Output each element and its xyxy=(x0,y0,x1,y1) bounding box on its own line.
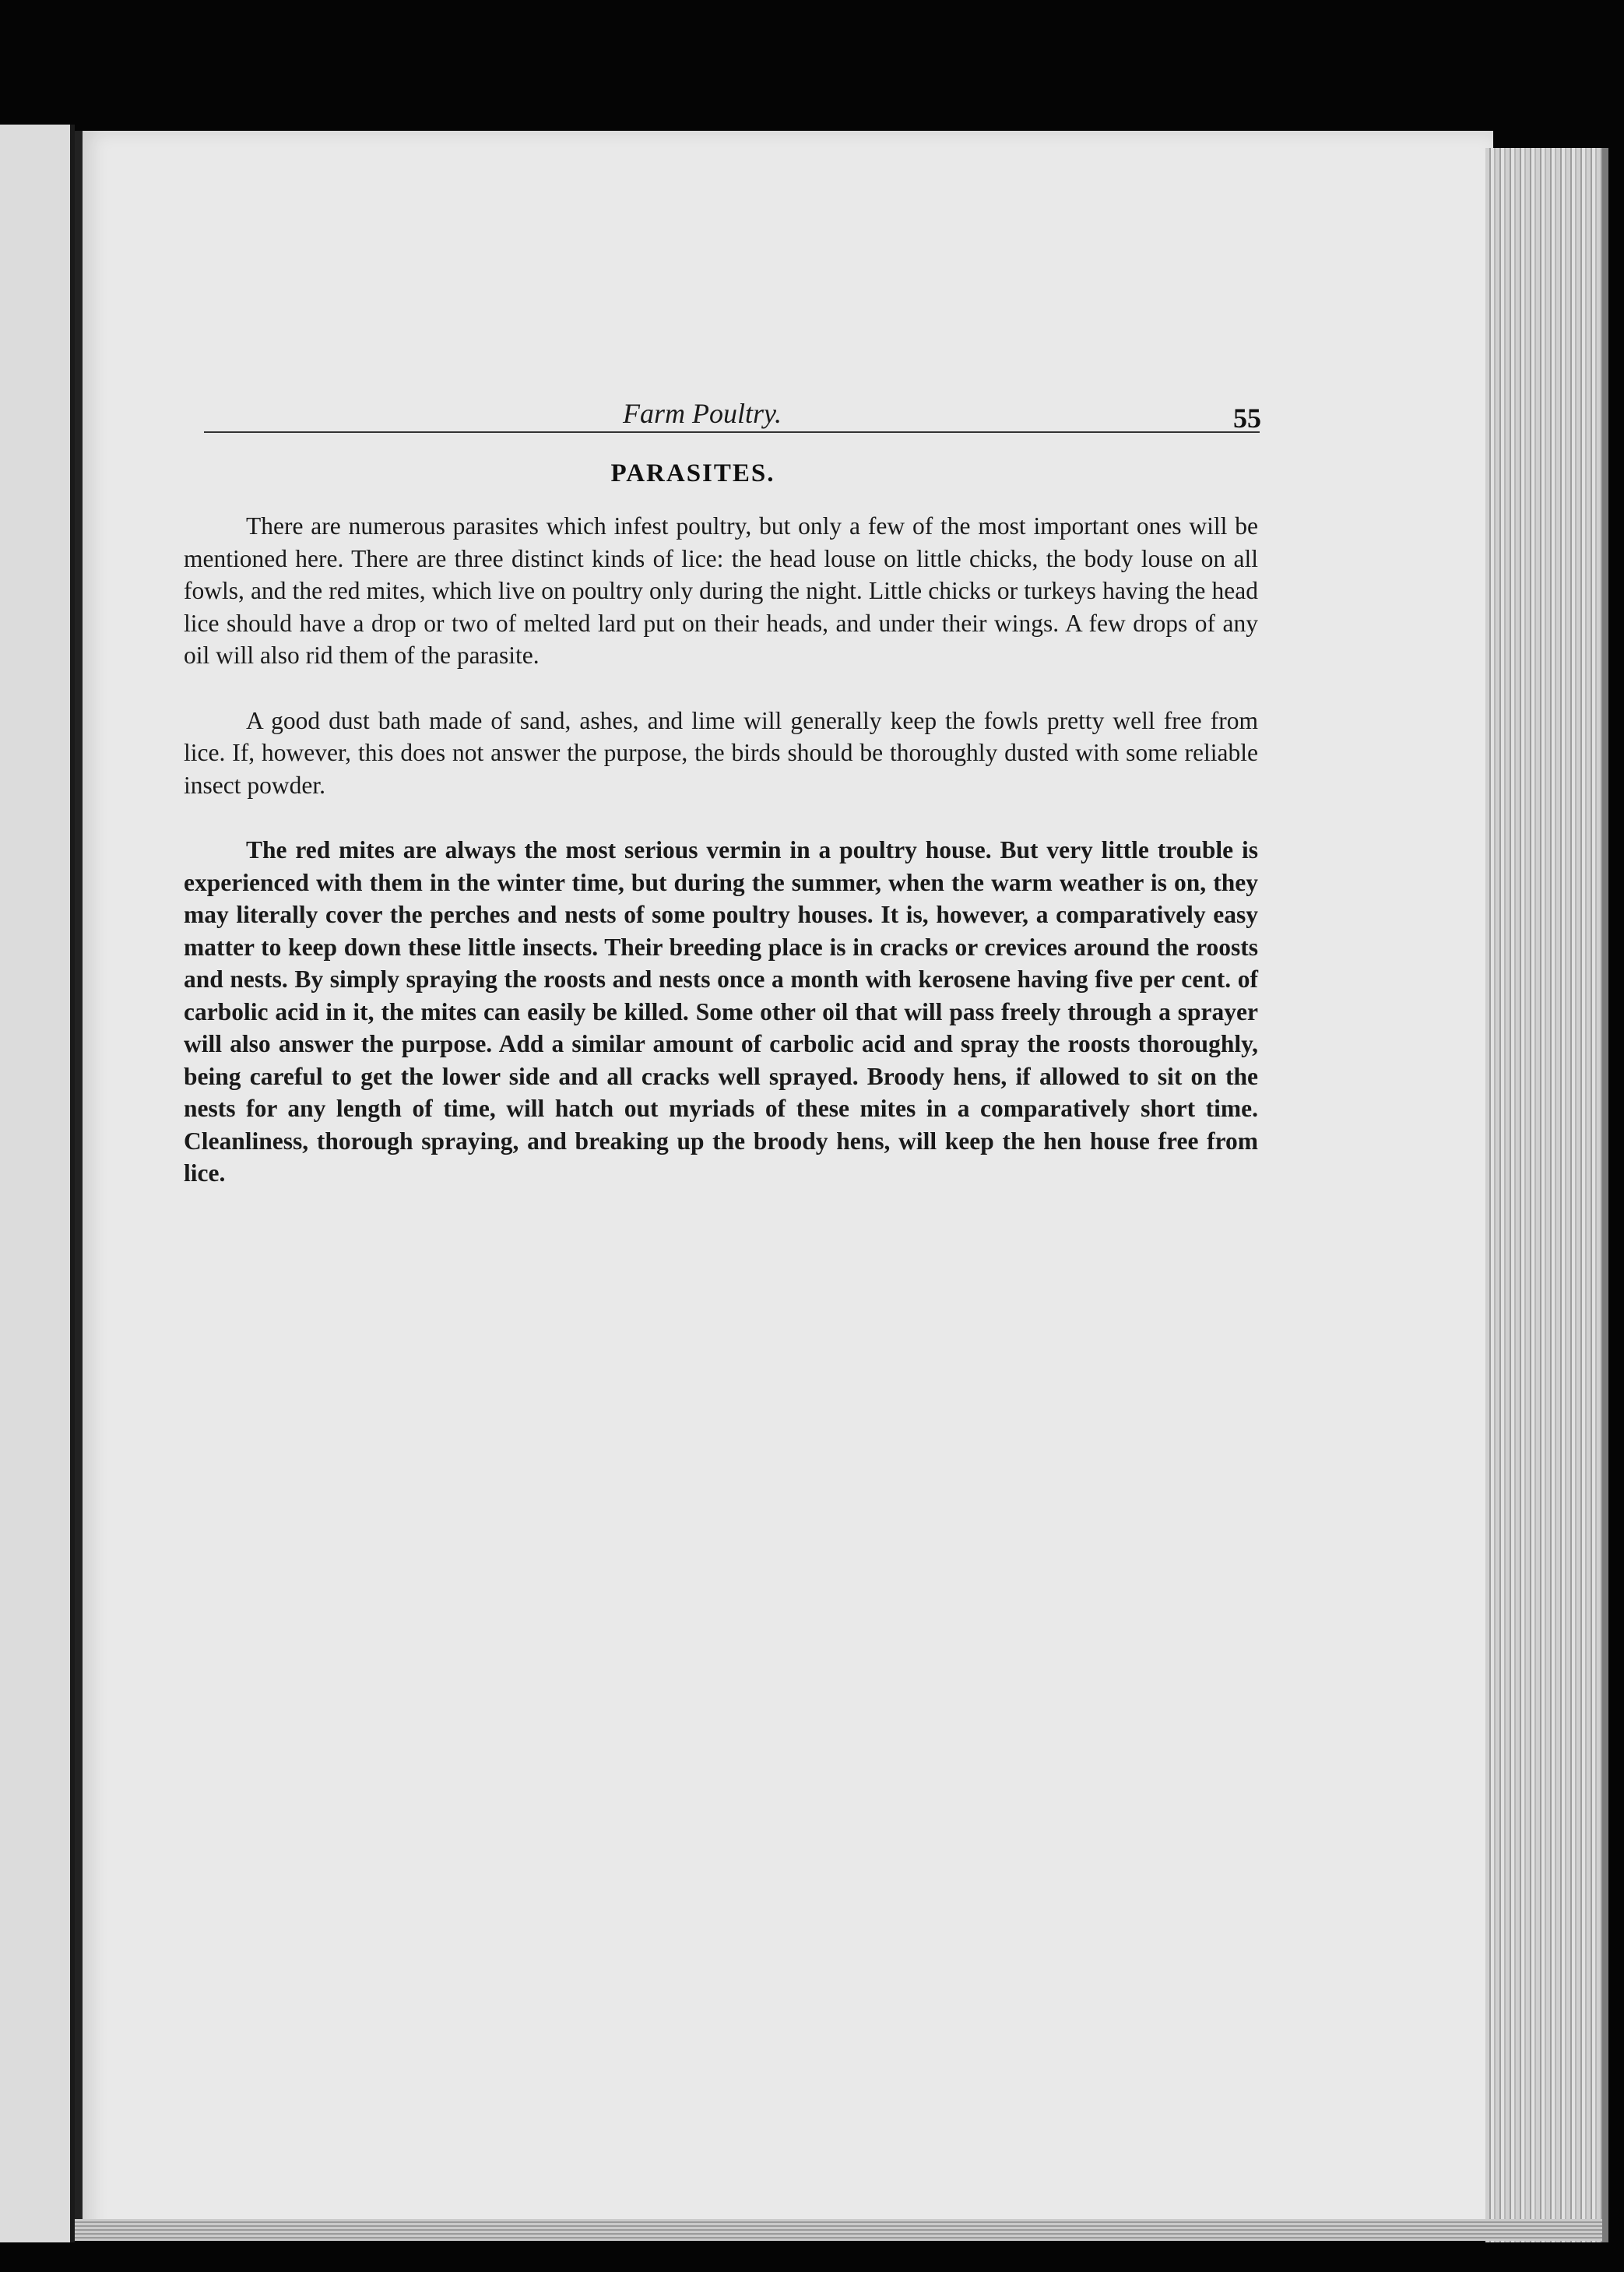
section-heading: PARASITES. xyxy=(610,459,775,487)
page-number: 55 xyxy=(1233,403,1261,434)
page-stack-bottom xyxy=(75,2219,1602,2241)
running-head-title: Farm Poultry. xyxy=(623,398,782,429)
paragraph: The red mites are always the most serious vermin in a poultry house. But very little trouble is experienced with them in the winter time, but during the summer, when the warm weather is on, they may literally cover the perches and nests of some poultry houses. It is, however, a comparatively easy matter to keep down these little insects. Their breeding place is in cracks or crevices around the roosts and nests. By simply spraying the roosts and nests once a month with kerosene having five per cent. of carbolic acid in it, the mites can easily be killed. Some other oil that will pass freely through a sprayer will also answer the purpose. Add a similar amount of carbolic acid and spray the roosts thoroughly, being careful to get the lower side and all cracks well sprayed. Broody hens, if allowed to sit on the nests for any length of time, will hatch out myriads of these mites in a comparatively short time. Cleanliness, thorough spraying, and breaking up the broody hens, will keep the hen house free from lice. xyxy=(184,836,1258,1187)
paragraph: There are numerous parasites which infest poultry, but only a few of the most important ones will be mentioned here. There are three distinct kinds of lice: the head louse on little chicks, the body louse on all fowls, and the red mites, which live on poultry only during the night. Little chicks or turkeys having the head lice should have a drop or two of melted lard put on their heads, and under their wings. A few drops of any oil will also rid them of the parasite. xyxy=(184,512,1258,669)
page-stack-edge xyxy=(1485,148,1608,2242)
paragraph: A good dust bath made of sand, ashes, and lime will generally keep the fowls pretty well free from lice. If, however, this does not answer the purpose, the birds should be thoroughly dusted with some reliable insect powder. xyxy=(184,706,1258,799)
header-rule xyxy=(204,431,1260,433)
facing-page-edge xyxy=(0,125,75,2242)
body-text xyxy=(184,510,1258,1222)
running-head xyxy=(125,397,1261,436)
